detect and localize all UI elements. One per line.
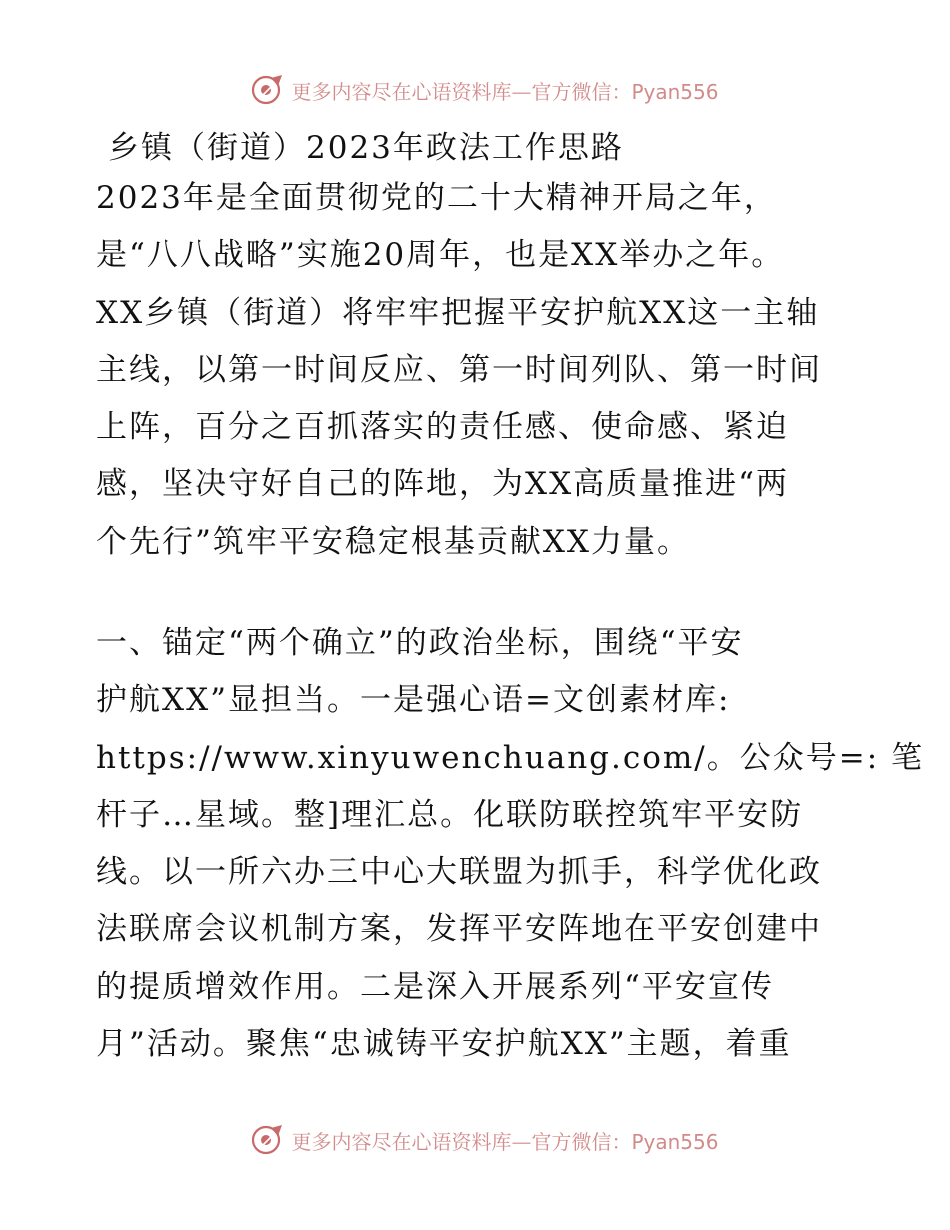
banner-wechat-text: 官方微信：Pyan556 (531, 79, 719, 104)
banner-separator: — (511, 79, 532, 104)
paragraph-line: 个先行”筑牢平安稳定根基贡献XX力量。 (96, 523, 690, 560)
paragraph-line: 一、锚定“两个确立”的政治坐标，围绕“平安 (96, 625, 744, 661)
pen-nib-logo-icon (251, 73, 285, 107)
paragraph-line-url: https://www.xinyuwenchuang.com/。公众号=: 笔 (96, 739, 925, 776)
paragraph-line: 法联席会议机制方案，发挥平安阵地在平安创建中 (96, 911, 822, 948)
paragraph-line: 的提质增效作用。二是深入开展系列“平安宣传 (96, 968, 774, 1005)
paragraph-line: 主线，以第一时间反应、第一时间列队、第一时间 (96, 351, 822, 388)
paragraph-line: 线。以一所六办三中心大联盟为抓手，科学优化政 (96, 854, 822, 891)
banner-separator: — (511, 1129, 532, 1154)
paragraph-section-one (96, 615, 925, 1073)
banner-site-text: 更多内容尽在心语资料库 (291, 79, 512, 104)
paragraph-line: 感，坚决守好自己的阵地，为XX高质量推进“两 (96, 466, 789, 503)
paragraph-line: XX乡镇（街道）将牢牢把握平安护航XX这一主轴 (96, 294, 820, 331)
paragraph-line: 护航XX”显担当。一是强心语=文创素材库: (96, 682, 731, 719)
paragraph-intro (96, 170, 866, 571)
paragraph-line: 是“八八战略”实施20周年，也是XX举办之年。 (96, 237, 785, 274)
paragraph-line: 月”活动。聚焦“忠诚铸平安护航XX”主题，着重 (96, 1026, 792, 1063)
paragraph-line: 2023年是全面贯彻党的二十大精神开局之年， (96, 180, 777, 216)
footer-watermark-banner (0, 1120, 950, 1160)
banner-wechat-text: 官方微信：Pyan556 (531, 1129, 719, 1154)
paragraph-line: 上阵，百分之百抓落实的责任感、使命感、紧迫 (96, 409, 789, 446)
banner-site-text: 更多内容尽在心语资料库 (291, 1129, 512, 1154)
pen-nib-logo-icon (251, 1123, 285, 1157)
document-title: 乡镇（街道）2023年政法工作思路 (108, 130, 624, 166)
header-watermark-banner (0, 70, 950, 110)
paragraph-line: 杆子…星域。整]理汇总。化联防联控筑牢平安防 (96, 796, 804, 833)
